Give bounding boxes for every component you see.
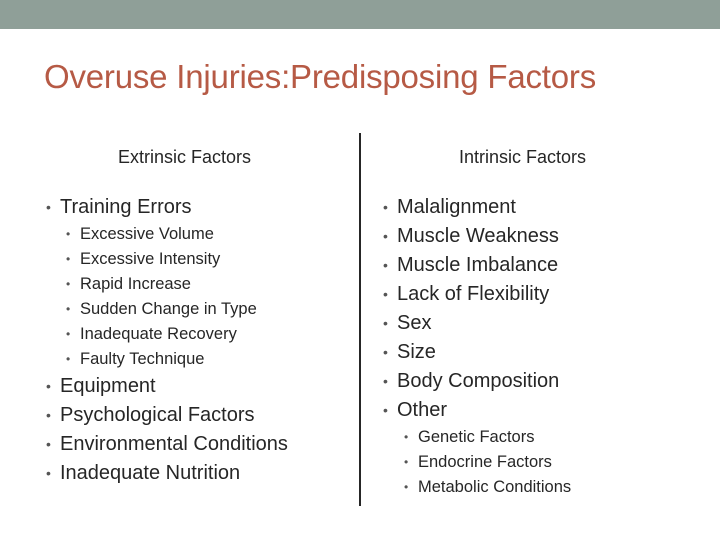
- training-errors-sublist: [66, 222, 257, 372]
- list-item: • Sudden Change in Type: [66, 297, 257, 322]
- extrinsic-list-bottom: [46, 372, 288, 488]
- intrinsic-list: [383, 193, 559, 425]
- top-accent-band: [0, 0, 720, 29]
- list-item: • Size: [383, 338, 559, 367]
- other-sublist: [404, 425, 571, 500]
- list-item: • Excessive Volume: [66, 222, 257, 247]
- list-item: • Excessive Intensity: [66, 247, 257, 272]
- list-item: • Endocrine Factors: [404, 450, 571, 475]
- slide-title: Overuse Injuries:Predisposing Factors: [44, 58, 597, 95]
- list-item: • Equipment: [46, 372, 288, 401]
- list-item: • Rapid Increase: [66, 272, 257, 297]
- list-item: • Body Composition: [383, 367, 559, 396]
- list-item: • Training Errors: [46, 193, 192, 222]
- list-item: • Inadequate Recovery: [66, 322, 257, 347]
- list-item: • Sex: [383, 309, 559, 338]
- list-item: • Psychological Factors: [46, 401, 288, 430]
- column-divider: [359, 133, 361, 506]
- list-item: • Malalignment: [383, 193, 559, 222]
- list-item: • Muscle Imbalance: [383, 251, 559, 280]
- list-item: • Genetic Factors: [404, 425, 571, 450]
- list-item: • Faulty Technique: [66, 347, 257, 372]
- list-item: • Lack of Flexibility: [383, 280, 559, 309]
- intrinsic-heading: Intrinsic Factors: [459, 147, 587, 167]
- extrinsic-list-top: [46, 193, 192, 222]
- list-item: • Muscle Weakness: [383, 222, 559, 251]
- extrinsic-heading: Extrinsic Factors: [118, 147, 252, 167]
- list-item: • Inadequate Nutrition: [46, 459, 288, 488]
- list-item: • Metabolic Conditions: [404, 475, 571, 500]
- list-item: • Other: [383, 396, 559, 425]
- list-item: • Environmental Conditions: [46, 430, 288, 459]
